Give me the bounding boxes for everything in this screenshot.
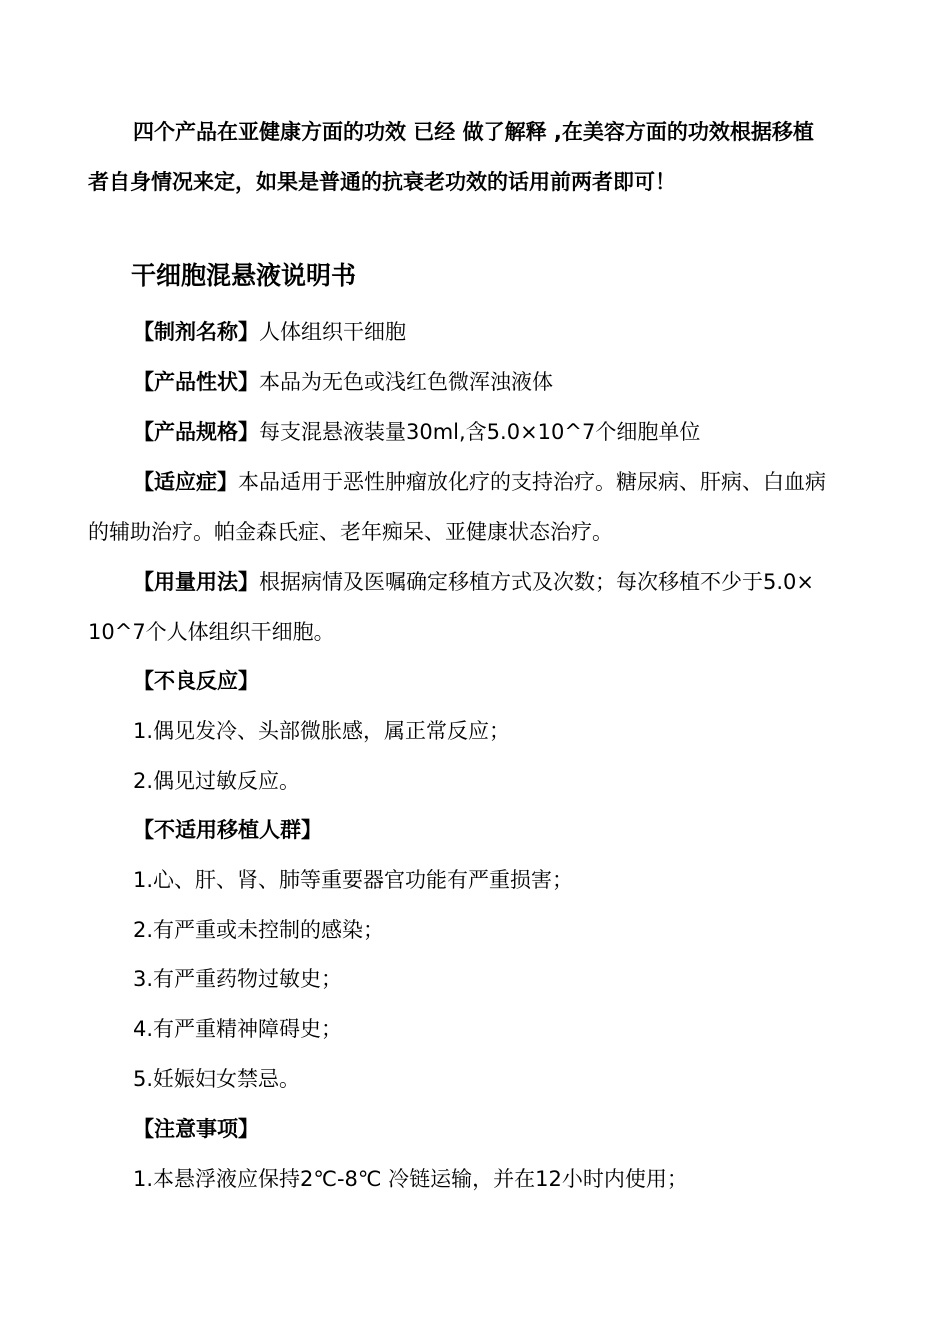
document-title: 干细胞混悬液说明书 — [131, 261, 357, 290]
field-indication-value-1: 本品适用于恶性肿瘤放化疗的支持治疗。糖尿病、肝病、白血病 — [238, 470, 826, 494]
notes-label: 【注意事项】 — [133, 1117, 259, 1141]
field-indication-value-2: 的辅助治疗。帕金森氏症、老年痴呆、亚健康状态治疗。 — [88, 520, 613, 544]
field-usage — [133, 567, 814, 597]
contra-item: 3.有严重药物过敏史； — [133, 967, 343, 991]
field-indication — [133, 467, 826, 497]
field-property-label: 【产品性状】 — [133, 370, 259, 394]
adverse-label: 【不良反应】 — [133, 669, 259, 693]
field-property — [133, 367, 553, 397]
adverse-item: 2.偶见过敏反应。 — [133, 769, 301, 793]
notes-item: 1.本悬浮液应保持2℃-8℃ 冷链运输，并在12小时内使用； — [133, 1167, 688, 1191]
adverse-item: 1.偶见发冷、头部微胀感，属正常反应； — [133, 719, 511, 743]
field-name — [133, 317, 406, 347]
intro-line-1: 四个产品在亚健康方面的功效 已经 做了解释 ,在美容方面的功效根据移植 — [133, 120, 814, 144]
field-spec-label: 【产品规格】 — [133, 420, 259, 444]
field-spec-value: 每支混悬液装量30ml,含5.0×10^7个细胞单位 — [259, 420, 701, 444]
field-usage-value-2: 10^7个人体组织干细胞。 — [88, 620, 335, 644]
contra-item: 2.有严重或未控制的感染； — [133, 918, 385, 942]
field-name-label: 【制剂名称】 — [133, 320, 259, 344]
contra-label: 【不适用移植人群】 — [133, 818, 322, 842]
contra-item: 1.心、肝、肾、肺等重要器官功能有严重损害； — [133, 868, 574, 892]
contra-item: 4.有严重精神障碍史； — [133, 1017, 343, 1041]
field-usage-label: 【用量用法】 — [133, 570, 259, 594]
field-usage-value-1: 根据病情及医嘱确定移植方式及次数；每次移植不少于5.0× — [259, 570, 814, 594]
field-indication-label: 【适应症】 — [133, 470, 238, 494]
field-name-value: 人体组织干细胞 — [259, 320, 406, 344]
contra-item: 5.妊娠妇女禁忌。 — [133, 1067, 301, 1091]
intro-line-2: 者自身情况来定，如果是普通的抗衰老功效的话用前两者即可！ — [88, 170, 676, 194]
field-spec — [133, 417, 700, 447]
field-property-value: 本品为无色或浅红色微浑浊液体 — [259, 370, 553, 394]
